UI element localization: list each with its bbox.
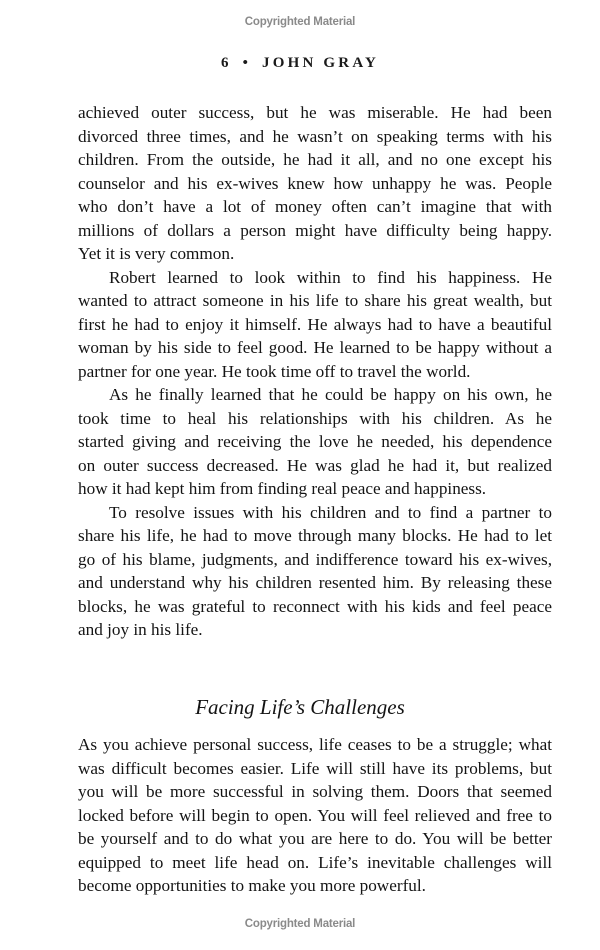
text-line: To resolve issues with his children and to find a partner to <box>109 502 552 522</box>
text-line: and understand why his children resented him. By releasing these <box>78 573 552 592</box>
text-line: divorced three times, and he wasn’t on speaking terms with his <box>78 126 552 146</box>
text-line: first he had to enjoy it himself. He always had to have a beautiful <box>78 314 552 334</box>
text-line: achieved outer success, but he was miserable. He had been <box>78 103 552 122</box>
text-line: wanted to attract someone in his life to share his great wealth, but <box>78 291 552 310</box>
text-line: locked before will begin to open. You will feel relieved and free to <box>78 805 552 825</box>
text-line: children. From the outside, he had it all, and no one except his <box>78 150 552 169</box>
text-line: counselor and his ex-wives knew how unhappy he was. People <box>78 173 552 193</box>
text-line: equipped to meet life head on. Life’s inevitable challenges will <box>78 852 552 872</box>
text-line: you will be more successful in solving them. Doors that seemed <box>78 782 552 801</box>
text-line: be yourself and to do what you are here to do. You will be better <box>78 829 552 848</box>
copyright-watermark-top: Copyrighted Material <box>244 16 356 28</box>
paragraph <box>78 383 552 501</box>
text-line: Yet it is very common. <box>78 244 235 263</box>
text-line: how it had kept him from finding real peace and happiness. <box>78 479 487 498</box>
text-line: As he finally learned that he could be happy on his own, he <box>109 385 552 404</box>
text-line: Robert learned to look within to find his happiness. He <box>109 267 552 287</box>
text-line: woman by his side to feel good. He learned to be happy without a <box>78 338 552 357</box>
text-line: took time to heal his relationships with his children. As he <box>78 408 552 428</box>
text-line: and joy in his life. <box>78 620 203 639</box>
running-head <box>0 55 600 72</box>
page-number: 6 <box>220 55 232 71</box>
text-line: on outer success decreased. He was glad he had it, but realized <box>78 455 552 475</box>
paragraph <box>78 501 552 642</box>
section-body-text <box>78 733 552 898</box>
paragraph <box>78 101 552 266</box>
text-line: millions of dollars a person might have difficulty being happy. <box>78 220 552 240</box>
paragraph <box>78 733 552 898</box>
text-line: who don’t have a lot of money often can’t imagine that with <box>78 197 552 216</box>
author-name: JOHN GRAY <box>262 55 380 71</box>
text-line: become opportunities to make you more powerful. <box>78 876 426 895</box>
text-line: blocks, he was grateful to reconnect with his kids and feel peace <box>78 596 552 616</box>
text-line: go of his blame, judgments, and indifference toward his ex-wives, <box>78 549 552 569</box>
text-line: partner for one year. He took time off to travel the world. <box>78 361 471 381</box>
text-line: As you achieve personal success, life ceases to be a struggle; what <box>78 735 552 754</box>
body-text <box>78 101 552 642</box>
text-line: started giving and receiving the love he needed, his dependence <box>78 432 552 451</box>
paragraph <box>78 266 552 384</box>
copyright-watermark-bottom: Copyrighted Material <box>244 918 356 930</box>
text-line: was difficult becomes easier. Life will still have its problems, but <box>78 758 552 778</box>
text-line: share his life, he had to move through many blocks. He had to let <box>78 526 552 545</box>
bullet-separator: • <box>242 55 252 71</box>
section-heading: Facing Life’s Challenges <box>195 695 405 719</box>
